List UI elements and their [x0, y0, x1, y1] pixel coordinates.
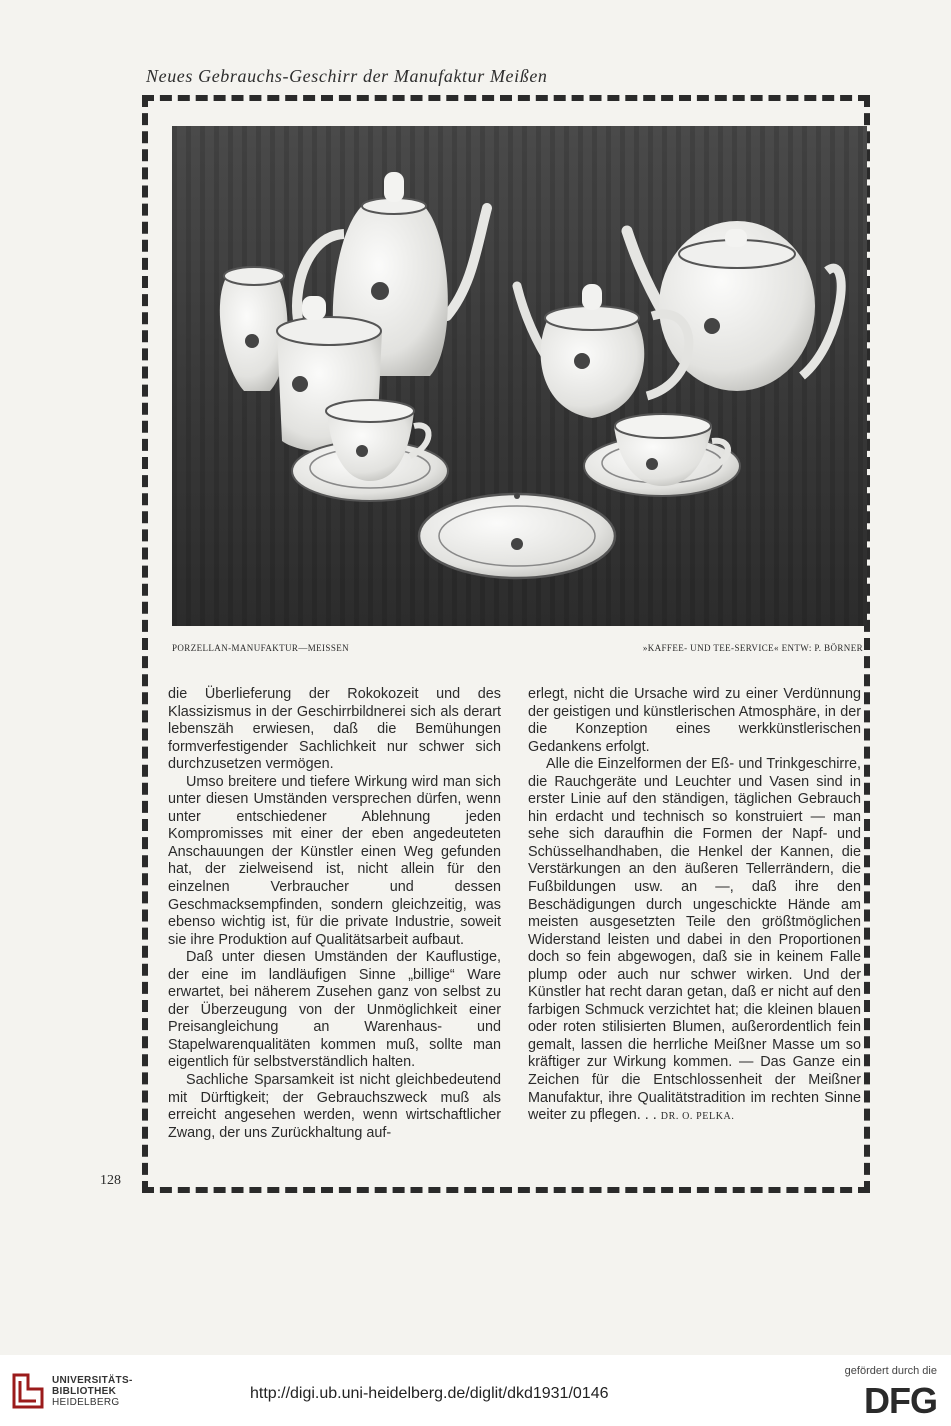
digitization-footer [0, 1355, 951, 1426]
photo-caption-manufacturer: PORZELLAN-MANUFAKTUR—MEISSEN [172, 643, 350, 653]
paragraph: Daß unter diesen Umständen der Kauflustige, der eine im landläufigen Sinne „billige“ Ware erwartet, bei näherem Zusehen ganz von selbst zu der Überzeugung von der Unmöglichkeit einer Preisangleichung an Warenhaus- und Stapelwarenqualitäten kommen muß, sollte man eigentlich für selbstverständlich halten. [168, 949, 501, 1071]
funding-note: gefördert durch die [844, 1365, 937, 1377]
article-column-right [528, 686, 861, 1126]
paragraph-text: Alle die Einzelformen der Eß- und Trinkgeschirre, die Rauchgeräte und Leuchter und Vasen sind in erster Linie auf den ständigen, täglichen Gebrauch hin erdacht und technisch so konstruiert — man sehe sich daraufhin die Formen der Napf- und Schüsselhandhaben, die Henkel der Kannen, die Verstärkungen an den äußeren Tellerrändern, die Fußbildungen usw. an —, daß ihre den Beschädigungen durch ungeschickte Hände am meisten ausgesetzten Teile den größtmöglichen Widerstand leisten und dabei in den Proportionen doch so fein abgewogen, daß sie in keinem Falle plump oder auch nur schwer wirken. Und der Künstler hat recht daran getan, daß er nicht auf den farbigen Schmuck verzichtet hat; die kleinen blauen oder roten stilisierten Blumen, außerordentlich fein gemalt, lassen die herrliche Meißner Masse um so kräftiger zur Wirkung kommen. — Das Ganze ein Zeichen für die Entschlossenheit der Meißner Manufaktur, ihre Qualitätstradition im rechten Sinne weiter zu pflegen. . . [528, 756, 861, 1124]
university-library-name [52, 1375, 133, 1408]
university-library-logo-icon [10, 1371, 46, 1411]
page-number: 128 [100, 1173, 121, 1188]
paragraph: erlegt, nicht die Ursache wird zu einer Verdünnung der geistigen und künstlerischen Atmosphäre, in der die Konzeption eines werkkünstlerischen Gedankens erfolgt. [528, 686, 861, 755]
photo-caption-title: »KAFFEE- UND TEE-SERVICE« ENTW: P. BÖRNER [642, 643, 863, 653]
library-name-line: HEIDELBERG [52, 1397, 120, 1408]
permalink-url[interactable]: http://digi.ub.uni-heidelberg.de/diglit/dkd1931/0146 [250, 1385, 609, 1402]
porcelain-service-photo [172, 126, 867, 626]
paragraph: Sachliche Sparsamkeit ist nicht gleichbedeutend mit Dürftigkeit; der Gebrauchszweck muß als erreicht angesehen werden, wenn wirtschaftlicher Zwang, der uns Zurückhaltung auf- [168, 1072, 501, 1141]
dfg-logo: DFG [864, 1380, 937, 1421]
paragraph-with-signature [528, 756, 861, 1125]
page-header-title: Neues Gebrauchs-Geschirr der Manufaktur Meißen [146, 66, 548, 86]
paragraph: die Überlieferung der Rokokozeit und des Klassizismus in der Geschirrbildnerei sich als derart lebenszäh erwiesen, daß die Bemühungen formverfestigender Sachlichkeit nur schwer sich durchzusetzen vermögen. [168, 686, 501, 773]
author-signature: DR. O. PELKA. [660, 1111, 735, 1123]
library-name-line: BIBLIOTHEK [52, 1386, 117, 1397]
library-name-line: UNIVERSITÄTS- [52, 1375, 133, 1386]
paragraph: Umso breitere und tiefere Wirkung wird man sich unter diesen Umständen versprechen dürfen, wenn unter entschiedener Ablehnung jeden Kompromisses mit einer der eben angedeuteten Anschauungen der Künstler einen Weg gefunden hat, der zielweisend ist, nicht allein für den einzelnen Verbraucher und dessen Geschmacksempfinden, sondern gleichzeitig, was ebenso wichtig ist, für die private Industrie, soweit sie ihre Produktion auf Qualitätsarbeit aufbaut. [168, 773, 501, 948]
article-column-left [168, 686, 501, 1142]
